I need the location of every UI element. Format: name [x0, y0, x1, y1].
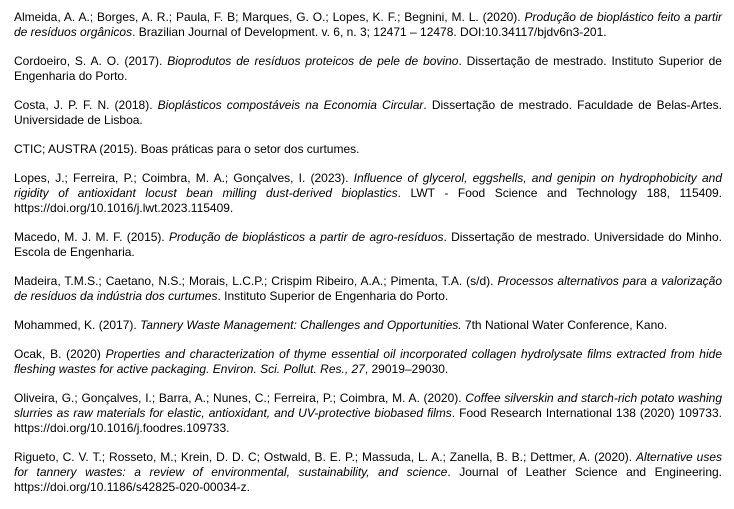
- reference-entry: Rigueto, C. V. T.; Rosseto, M.; Krein, D. D. C; Ostwald, B. E. P.; Massuda, L. A.; Zanella, B. B.; Dettmer, A. (2020). Alternative uses for tannery wastes: a review of environmental, sustainability, and science. Journal of Leather Science and Engineering. https://doi.org/10.1186/s42825-020-00034-z.: [14, 450, 723, 494]
- reference-entry: Costa, J. P. F. N. (2018). Bioplásticos compostáveis na Economia Circular. Dissertação de mestrado. Faculdade de Belas-Artes. Universidade de Lisboa.: [14, 98, 723, 127]
- reference-title: Alternative uses for tannery wastes: a review of environmental, sustainability, and science: [14, 450, 722, 479]
- reference-entry: Lopes, J.; Ferreira, P.; Coimbra, M. A.; Gonçalves, I. (2023). Influence of glycerol, eggshells, and genipin on hydrophobicity and rigidity of antioxidant locust bean milling dust-derived bioplastics. LWT - Food Science and Technology 188, 115409. https://doi.org/10.1016/j.lwt.2023.115409.: [14, 171, 722, 215]
- reference-entry: Macedo, M. J. M. F. (2015). Produção de bioplásticos a partir de agro-resíduos. Dissertação de mestrado. Universidade do Minho. Escola de Engenharia.: [14, 230, 722, 259]
- reference-entry: CTIC; AUSTRA (2015). Boas práticas para o setor dos curtumes.: [14, 142, 360, 156]
- reference-entry: Madeira, T.M.S.; Caetano, N.S.; Morais, L.C.P.; Crispim Ribeiro, A.A.; Pimenta, T.A. (s/d). Processos alternativos para a valorização de resíduos da indústria dos curtumes. Instituto Superior de Engenharia do Porto.: [14, 274, 722, 303]
- reference-title: Properties and characterization of thyme essential oil incorporated collagen hydrolysate films extracted from hide fleshing wastes for active packaging. Environ. Sci. Pollut. Res., 27: [14, 347, 722, 376]
- reference-title: Processos alternativos para a valorização de resíduos da indústria dos curtumes: [14, 274, 722, 303]
- reference-title: Coffee silverskin and starch-rich potato washing slurries as raw materials for elastic, antioxidant, and UV-protective biobased films: [14, 391, 722, 420]
- reference-title: Tannery Waste Management: Challenges and Opportunities.: [140, 318, 462, 332]
- reference-entry: Ocak, B. (2020) Properties and characterization of thyme essential oil incorporated collagen hydrolysate films extracted from hide fleshing wastes for active packaging. Environ. Sci. Pollut. Res., 27, 29019–29030.: [14, 347, 722, 376]
- reference-entry: Almeida, A. A.; Borges, A. R.; Paula, F. B; Marques, G. O.; Lopes, K. F.; Begnini, M. L. (2020). Produção de bioplástico feito a partir de resíduos orgânicos. Brazilian Journal of Development. v. 6, n. 3; 12471 – 12478. DOI:10.34117/bjdv6n3-201.: [14, 10, 722, 39]
- reference-entry: Oliveira, G.; Gonçalves, I.; Barra, A.; Nunes, C.; Ferreira, P.; Coimbra, M. A. (2020). Coffee silverskin and starch-rich potato washing slurries as raw materials for elastic, antioxidant, and UV-protective biobased films. Food Research International 138 (2020) 109733. https://doi.org/10.1016/j.foodres.109733.: [14, 391, 722, 435]
- reference-list: [14, 10, 722, 509]
- reference-title: Influence of glycerol, eggshells, and genipin on hydrophobicity and rigidity of antioxidant locust bean milling dust-derived bioplastics: [14, 171, 722, 200]
- reference-title: Bioplásticos compostáveis na Economia Circular: [157, 98, 424, 112]
- reference-title: Produção de bioplásticos a partir de agro-resíduos: [169, 230, 444, 244]
- reference-title: Bioprodutos de resíduos proteicos de pele de bovino: [167, 54, 459, 68]
- reference-entry: Cordoeiro, S. A. O. (2017). Bioprodutos de resíduos proteicos de pele de bovino. Dissertação de mestrado. Instituto Superior de Engenharia do Porto.: [14, 54, 722, 83]
- reference-entry: Mohammed, K. (2017). Tannery Waste Management: Challenges and Opportunities. 7th National Water Conference, Kano.: [14, 318, 668, 332]
- reference-title: Produção de bioplástico feito a partir de resíduos orgânicos: [14, 10, 722, 39]
